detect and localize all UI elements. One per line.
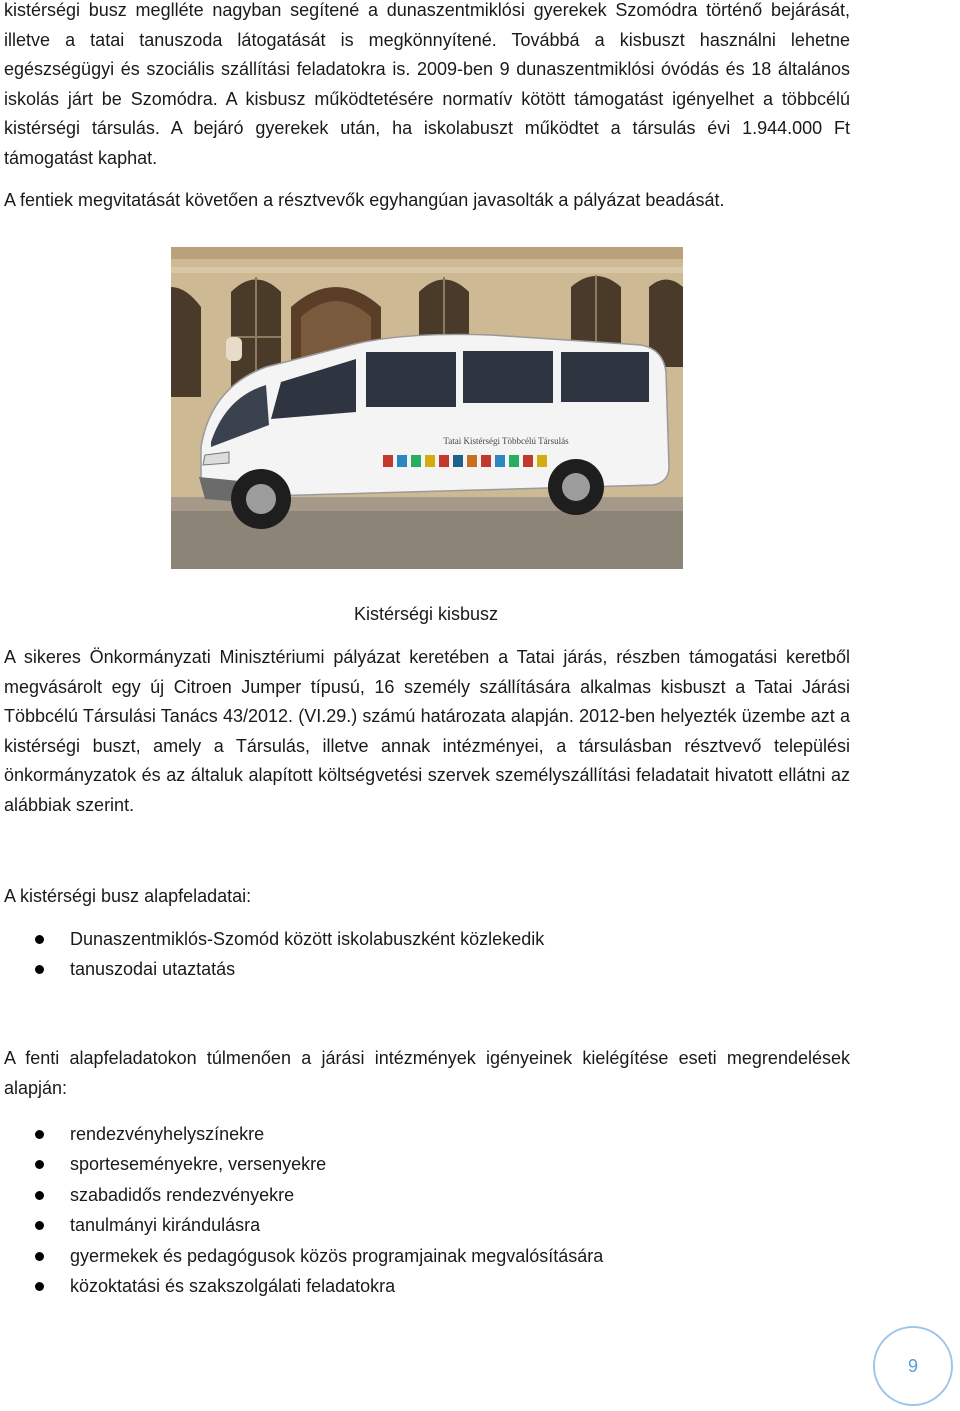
paragraph-purchase: A sikeres Önkormányzati Minisztériumi pályázat keretében a Tatai járás, részben támogatási keretből megvásárolt egy új Citroen Jumper típusú, 16 személy szállítására alkalmas kisbuszt a Tatai Járási Többcélú Társulási Tanács 43/2012. (VI.29.) számú határozata alapján. 2012-ben helyezték üzembe azt a kistérségi buszt, amely a Társulás, illetve annak intézményei, a társulásban résztvevő települési önkormányzatok és az általuk alapított költségvetési szervek személyszállítási feladatait hivatott ellátni az alábbiak szerint. xyxy=(4,647,850,815)
list-item: szabadidős rendezvényekre xyxy=(0,1180,603,1210)
list-item: gyermekek és pedagógusok közös programjainak megvalósítására xyxy=(0,1241,603,1271)
list-item: tanuszodai utaztatás xyxy=(0,954,544,984)
bullet-icon xyxy=(35,1282,44,1291)
photo-caption: Kistérségi kisbusz xyxy=(353,604,499,624)
list-item: Dunaszentmiklós-Szomód között iskolabuszként közlekedik xyxy=(0,924,544,954)
paragraph-extra-tasks: A fenti alapfeladatokon túlmenően a járási intézmények igényeinek kielégítése eseti megrendelések alapján: xyxy=(4,1048,850,1098)
bullet-icon xyxy=(35,1252,44,1261)
bullet-icon xyxy=(35,935,44,944)
minibus-photo xyxy=(171,247,683,569)
basic-tasks-list xyxy=(0,924,544,985)
paragraph-conclusion: A fentiek megvitatását követően a résztvevők egyhangúan javasolták a pályázat beadását. xyxy=(4,190,725,210)
bullet-icon xyxy=(35,1221,44,1230)
list-item: sporteseményekre, versenyekre xyxy=(0,1149,603,1179)
tasks-heading: A kistérségi busz alapfeladatai: xyxy=(4,886,252,906)
list-item: közoktatási és szakszolgálati feladatokra xyxy=(0,1271,603,1301)
svg-text:Tatai Kistérségi Többcélú Társ: Tatai Kistérségi Többcélú Társulás xyxy=(443,436,569,446)
list-item: tanulmányi kirándulásra xyxy=(0,1210,603,1240)
bullet-icon xyxy=(35,1130,44,1139)
page-number: 9 xyxy=(873,1326,953,1406)
bullet-icon xyxy=(35,965,44,974)
list-item: rendezvényhelyszínekre xyxy=(0,1119,603,1149)
paragraph-intro: kistérségi busz meglléte nagyban segítené a dunaszentmiklósi gyerekek Szomódra történő bejárását, illetve a tatai tanuszoda látogatását is megkönnyítené. Továbbá a kisbuszt használni lehetne egészségügyi és szociális szállítási feladatokra is. 2009-ben 9 dunaszentmiklósi óvódás és 18 általános iskolás járt be Szomódra. A kisbusz működtetésére normatív kötött támogatást igényelhet a többcélú kistérségi társulás. A bejáró gyerekek után, ha iskolabuszt működtet a társulás évi 1.944.000 Ft támogatást kaphat. xyxy=(4,0,850,168)
bullet-icon xyxy=(35,1160,44,1169)
bullet-icon xyxy=(35,1191,44,1200)
extra-tasks-list xyxy=(0,1119,603,1301)
